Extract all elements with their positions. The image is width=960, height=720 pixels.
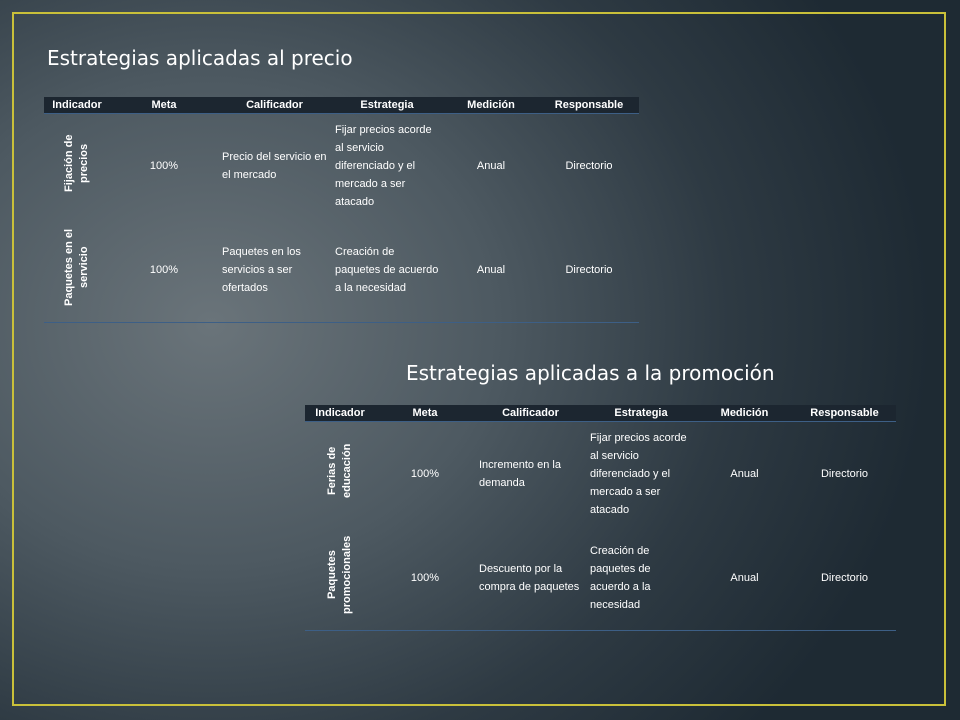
estrategia-cell: Fijar precios acorde al servicio diferenciado y el mercado a ser atacado	[590, 432, 687, 516]
estrategia-cell: Creación de paquetes de acuerdo a la necesidad	[331, 218, 443, 323]
responsable-cell: Directorio	[565, 160, 613, 172]
indicador-label: Ferias de educación	[326, 443, 353, 499]
indicador-label: Paquetes en el servicio	[63, 228, 90, 306]
indicador-cell	[44, 218, 110, 323]
calificador-cell: Incremento en la demanda	[479, 459, 561, 489]
responsable-cell: Directorio	[539, 218, 639, 323]
meta-cell: 100%	[410, 468, 440, 480]
header-indicador: Indicador	[44, 97, 110, 114]
header-calificador: Calificador	[218, 97, 331, 114]
price-strategy-table	[44, 97, 639, 323]
header-calificador: Calificador	[475, 405, 586, 422]
calificador-cell: Precio del servicio en el mercado	[222, 151, 327, 181]
estrategia-cell: Fijar precios acorde al servicio diferenciado y el mercado a ser atacado	[335, 124, 432, 208]
meta-cell: 100%	[375, 526, 475, 631]
responsable-cell: Directorio	[793, 526, 896, 631]
calificador-cell: Paquetes en los servicios a ser ofertados	[218, 218, 331, 323]
medicion-cell: Anual	[476, 160, 506, 172]
indicador-cell	[44, 114, 110, 219]
header-estrategia: Estrategia	[331, 97, 443, 114]
medicion-cell: Anual	[730, 468, 759, 480]
header-medicion: Medición	[696, 405, 793, 422]
table-row	[305, 422, 896, 527]
header-meta: Meta	[375, 405, 475, 422]
medicion-cell: Anual	[696, 526, 793, 631]
table-row	[44, 114, 639, 219]
responsable-cell: Directorio	[820, 468, 869, 480]
table-row	[44, 218, 639, 323]
indicador-cell	[305, 526, 375, 631]
table-header-row	[305, 405, 896, 422]
meta-cell: 100%	[149, 160, 179, 172]
header-estrategia: Estrategia	[586, 405, 696, 422]
table-header-row	[44, 97, 639, 114]
price-section-title: Estrategias aplicadas al precio	[47, 46, 353, 70]
indicador-label: Fijación de precios	[63, 134, 90, 192]
medicion-cell: Anual	[443, 218, 539, 323]
indicador-label: Paquetes promocionales	[326, 535, 353, 615]
meta-cell: 100%	[110, 218, 218, 323]
table-row	[305, 526, 896, 631]
promotion-strategy-table	[305, 405, 896, 631]
calificador-cell: Descuento por la compra de paquetes	[475, 526, 586, 631]
promotion-section-title: Estrategias aplicadas a la promoción	[406, 361, 775, 385]
header-meta: Meta	[110, 97, 218, 114]
estrategia-cell: Creación de paquetes de acuerdo a la necesidad	[586, 526, 696, 631]
header-responsable: Responsable	[793, 405, 896, 422]
header-medicion: Medición	[443, 97, 539, 114]
indicador-cell	[305, 422, 375, 527]
header-indicador: Indicador	[305, 405, 375, 422]
header-responsable: Responsable	[539, 97, 639, 114]
